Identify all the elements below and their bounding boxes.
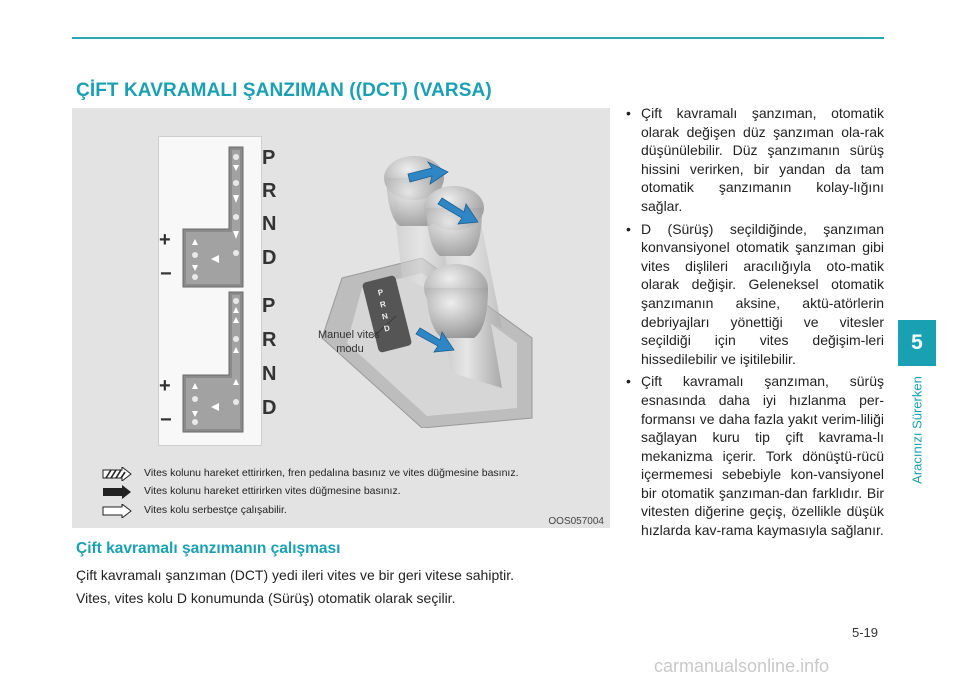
gear-lever-illustration [302, 138, 602, 428]
knob-letter-p: P [376, 287, 385, 298]
knob-letter-r: R [378, 299, 387, 310]
callout-line-1: Manuel vites [318, 329, 380, 341]
gate-letter-r-lower: R [262, 329, 277, 351]
legend-text: Vites kolunu hareket ettirirken, fren pedalına basınız ve vites düğmesine basınız. [144, 467, 519, 479]
body-paragraph: Çift kavramalı şanzıman (DCT) yedi ileri vites ve bir geri vitese sahiptir. [76, 567, 515, 583]
shift-gate-diagram [159, 137, 261, 445]
figure-code: OOS057004 [548, 516, 604, 527]
bullet-item [624, 372, 884, 539]
knob-letter-d: D [382, 323, 391, 334]
bullet-dot: • [626, 373, 631, 390]
manual-mode-callout [318, 328, 380, 356]
watermark: carmanualsonline.info [654, 656, 830, 676]
gate-letter-n: N [262, 213, 277, 235]
hatched-arrow-icon [102, 467, 132, 481]
callout-line-2: modu [336, 343, 364, 355]
page-title: ÇİFT KAVRAMALI ŞANZIMAN ((DCT) (VARSA) [76, 80, 492, 101]
top-rule [72, 37, 884, 39]
shift-lever-figure [72, 108, 610, 528]
solid-arrow-icon [102, 485, 132, 499]
shift-gate-panel [158, 136, 277, 446]
bullet-text: Çift kavramalı şanzıman, sürüş esnasında daha iyi hızlanma per-formansı ve daha fazla yakıt verim-liliği sağlayan kuru tip çift kavrama-lı mekanizma içerir. Tork dönüştü-rücü içermemesi sebebiyle kon-vansiyonel bir otomatik şanzıman-dan farklıdır. Bir vitesten diğerine geçiş, özellikle düşük hızlarda kav-rama kaymasıyla sağlanır. [641, 373, 884, 539]
chapter-tab: 5 [898, 320, 936, 366]
legend-text: Vites kolu serbestçe çalışabilir. [144, 504, 287, 516]
bullet-dot: • [626, 105, 631, 121]
bullet-item [624, 220, 884, 369]
outline-arrow-icon [102, 504, 132, 518]
bullet-list [624, 104, 884, 544]
bullet-text: Çift kavramalı şanzıman, otomatik olarak değişen düz şanzıman ola-rak düşünülebilir. Düz şanzımanın sürüş hissini verirken, bir yandan da tam otomatik şanzımanın kolay-lığını sağlar. [641, 105, 884, 214]
bullet-item [624, 104, 884, 216]
plus-sign-lower: + [159, 375, 171, 397]
gate-letter-d: D [262, 247, 277, 269]
page-number: 5-19 [852, 625, 879, 640]
gate-letter-p-lower: P [262, 295, 276, 317]
gate-letter-d-lower: D [262, 397, 277, 419]
chapter-title: Aracınızı Sürerken [909, 376, 925, 484]
minus-sign: − [160, 263, 172, 285]
bullet-text: D (Sürüş) seçildiğinde, şanzıman konvansiyonel otomatik şanzıman gibi vites dişlileri aracılığıyla oto-matik olarak değişir. Geleneksel otomatik şanzımanın aksine, aktü-atörlerin debriyajları yönettiği ve vitesler seçildiği için vites değişim-leri hissedilebilir ve işitilebilir. [641, 220, 884, 367]
knob-letter-n: N [380, 311, 389, 322]
legend-text: Vites kolunu hareket ettirirken vites düğmesine basınız. [144, 485, 401, 497]
plus-sign: + [159, 229, 171, 251]
minus-sign-lower: − [160, 409, 172, 431]
body-paragraph: Vites, vites kolu D konumunda (Sürüş) otomatik olarak seçilir. [76, 590, 456, 606]
gate-letter-r: R [262, 180, 277, 202]
bullet-dot: • [626, 220, 631, 237]
section-subheading: Çift kavramalı şanzımanın çalışması [76, 540, 341, 557]
gate-letter-n-lower: N [262, 363, 277, 385]
gate-letter-p: P [262, 147, 276, 169]
